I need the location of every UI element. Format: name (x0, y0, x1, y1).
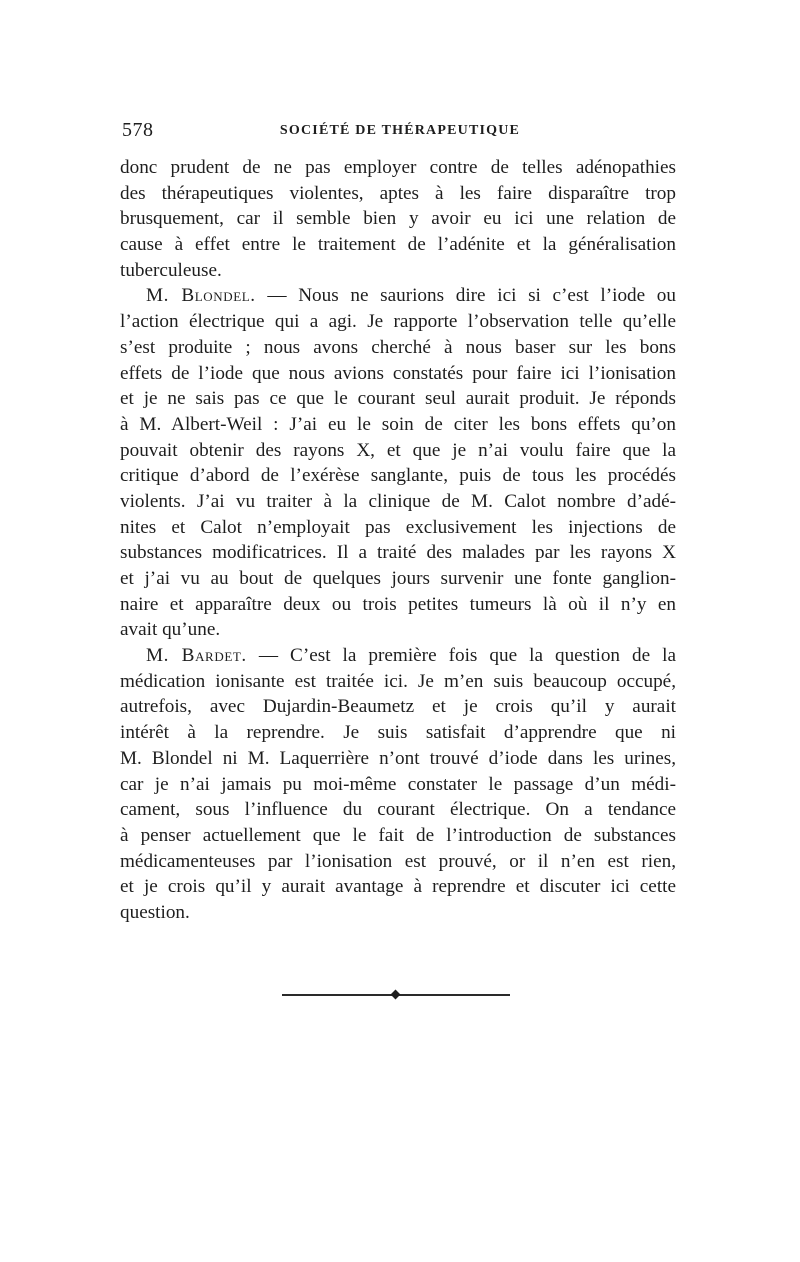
text-line: médicamenteuses par l’ionisation est prouvé, or il n’en est rien, (120, 850, 676, 872)
paragraph-blondel (120, 283, 676, 643)
text-line: intérêt à la reprendre. Je suis satisfait d’apprendre que ni (120, 722, 676, 744)
text-line: M. Blondel ni M. Laquerrière n’ont trouvé d’iode dans les urines, (120, 747, 676, 769)
text-line: avait qu’une. (120, 619, 221, 641)
text-line: et je ne sais pas ce que le courant seul aurait produit. Je réponds (120, 388, 676, 410)
speaker-name: M. Bardet. (146, 645, 247, 667)
text-line: donc prudent de ne pas employer contre de telles adénopathies (120, 157, 676, 178)
text-line: effets de l’iode que nous avions constatés pour faire ici l’ionisation (120, 362, 676, 384)
body-text (120, 155, 676, 926)
text-line: des thérapeutiques violentes, aptes à les faire disparaître trop (120, 182, 676, 204)
text-line (120, 283, 676, 309)
text-line: et je crois qu’il y aurait avantage à reprendre et discuter ici cette (120, 876, 676, 898)
text-line: substances modificatrices. Il a traité des malades par les rayons X (120, 542, 676, 564)
text-line: médication ionisante est traitée ici. Je m’en suis beaucoup occupé, (120, 670, 676, 692)
speaker-remark: — C’est la première fois que la question de la (246, 645, 676, 667)
running-title: SOCIÉTÉ DE THÉRAPEUTIQUE (279, 123, 521, 138)
paragraph-bardet (120, 643, 676, 926)
text-line: car je n’ai jamais pu moi-même constater le passage d’un médi- (120, 773, 676, 795)
text-line: violents. J’ai vu traiter à la clinique de M. Calot nombre d’adé- (120, 490, 676, 512)
text-line: brusquement, car il semble bien y avoir eu ici une relation de (120, 208, 676, 230)
text-line: cause à effet entre le traitement de l’adénite et la généralisation (120, 234, 676, 256)
text-line: l’action électrique qui a agi. Je rapporte l’observation telle qu’elle (120, 311, 676, 333)
speaker-name: M. Blondel. (146, 285, 256, 307)
diamond-ornament-icon (391, 990, 401, 1000)
text-line: naire et apparaître deux ou trois petites tumeurs là où il n’y en (120, 593, 676, 615)
text-line: cament, sous l’influence du courant électrique. On a tendance (120, 799, 676, 821)
text-line: question. (120, 901, 190, 923)
text-line: à M. Albert-Weil : J’ai eu le soin de citer les bons effets qu’on (120, 413, 676, 435)
paragraph-closing-previous (120, 155, 676, 283)
speaker-remark: — Nous ne saurions dire ici si c’est l’iode ou (255, 285, 676, 307)
page-number: 578 (122, 119, 154, 141)
text-line (120, 643, 676, 669)
text-line: à penser actuellement que le fait de l’introduction de substances (120, 824, 676, 846)
text-line: et j’ai vu au bout de quelques jours survenir une fonte ganglion- (120, 568, 676, 589)
text-line: nites et Calot n’employait pas exclusivement les injections de (120, 516, 676, 538)
text-line: pouvait obtenir des rayons X, et que je n’ai voulu faire que la (120, 439, 676, 461)
text-line: autrefois, avec Dujardin-Beaumetz et je crois qu’il y aurait (120, 696, 676, 718)
page-header (122, 119, 678, 143)
text-line: s’est produite ; nous avons cherché à nous baser sur les bons (120, 336, 676, 358)
section-end-ornament (282, 988, 510, 1002)
text-line: critique d’abord de l’exérèse sanglante, puis de tous les procédés (120, 465, 676, 487)
text-line: tuberculeuse. (120, 259, 222, 281)
